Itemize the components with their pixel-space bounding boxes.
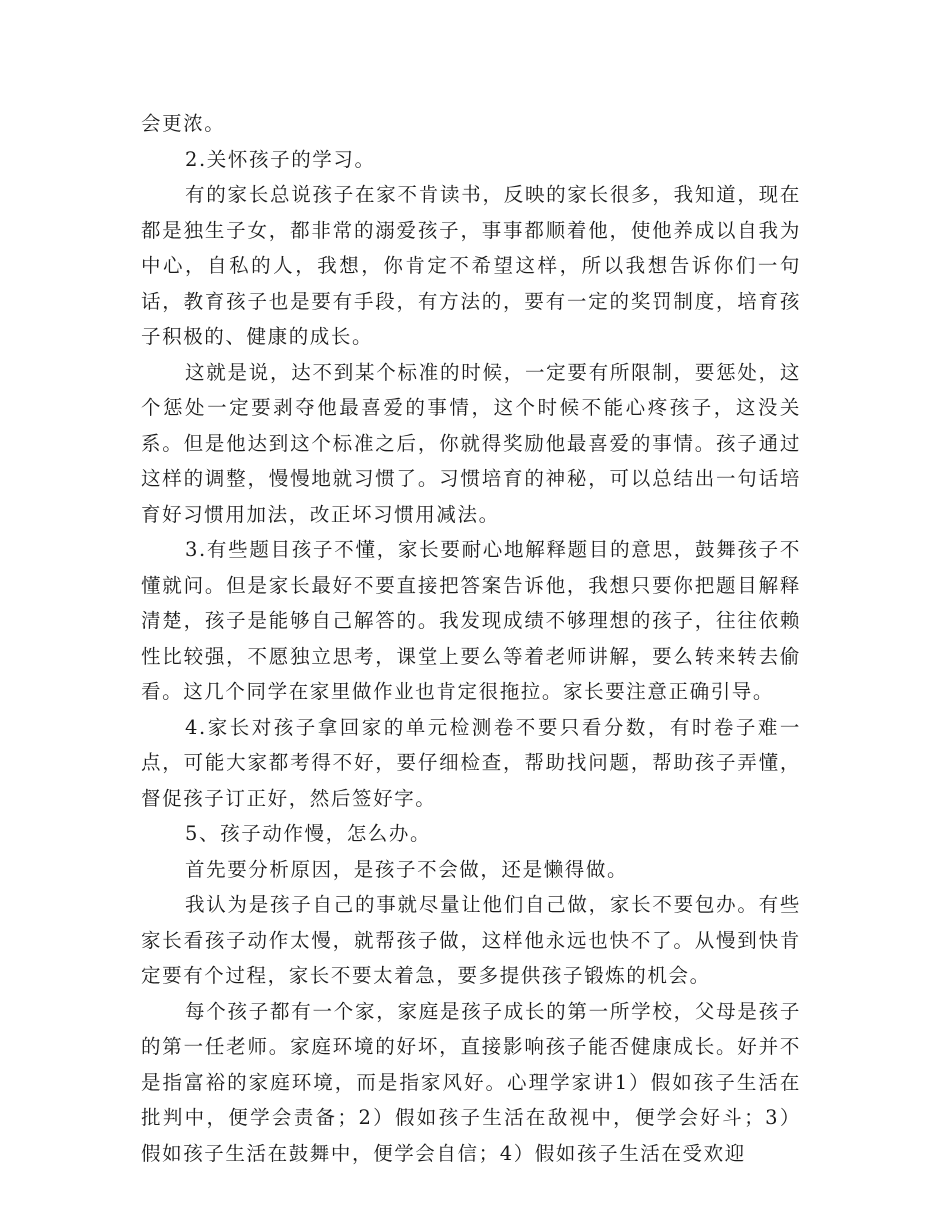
- paragraph-5: 3.有些题目孩子不懂，家长要耐心地解释题目的意思，鼓舞孩子不懂就问。但是家长最好不要直接把答案告诉他，我想只要你把题目解释清楚，孩子是能够自己解答的。我发现成绩不够理想的孩子，往往依赖性比较强，不愿独立思考，课堂上要么等着老师讲解，要么转来转去偷看。这几个同学在家里做作业也肯定很拖拉。家长要注意正确引导。: [141, 538, 801, 703]
- paragraph-2-heading: 2.关怀孩子的学习。: [185, 147, 376, 171]
- paragraph-6: 4.家长对孩子拿回家的单元检测卷不要只看分数，有时卷子难一点，可能大家都考得不好，要仔细检查，帮助找问题，帮助孩子弄懂，督促孩子订正好，然后签好字。: [141, 715, 801, 810]
- paragraph-7-heading: 5、孩子动作慢，怎么办。: [185, 822, 432, 845]
- paragraph-3: 有的家长总说孩子在家不肯读书，反映的家长很多，我知道，现在都是独生子女，都非常的溺爱孩子，事事都顺着他，使他养成以自我为中心，自私的人，我想，你肯定不希望这样，所以我想告诉你们一句话，教育孩子也是要有手段，有方法的，要有一定的奖罚制度，培育孩子积极的、健康的成长。: [141, 183, 801, 348]
- paragraph-10: 每个孩子都有一个家，家庭是孩子成长的第一所学校，父母是孩子的第一任老师。家庭环境的好坏，直接影响孩子能否健康成长。好并不是指富裕的家庭环境，而是指家风好。心理学家讲1）假如孩子生活在批判中，便学会责备；2）假如孩子生活在敌视中，便学会好斗；3）假如孩子生活在鼓舞中，便学会自信；4）假如孩子生活在受欢迎: [141, 999, 801, 1165]
- paragraph-4: 这就是说，达不到某个标准的时候，一定要有所限制，要惩处，这个惩处一定要剥夺他最喜爱的事情，这个时候不能心疼孩子，这没关系。但是他达到这个标准之后，你就得奖励他最喜爱的事情。孩子通过这样的调整，慢慢地就习惯了。习惯培育的神秘，可以总结出一句话培育好习惯用加法，改正坏习惯用减法。: [141, 360, 801, 526]
- document-body: [141, 106, 801, 1171]
- paragraph-8: 首先要分析原因，是孩子不会做，还是懒得做。: [185, 857, 629, 881]
- paragraph-1: 会更浓。: [141, 112, 226, 135]
- paragraph-9: 我认为是孩子自己的事就尽量让他们自己做，家长不要包办。有些家长看孩子动作太慢，就帮孩子做，这样他永远也快不了。从慢到快肯定要有个过程，家长不要太着急，要多提供孩子锻炼的机会。: [141, 893, 801, 987]
